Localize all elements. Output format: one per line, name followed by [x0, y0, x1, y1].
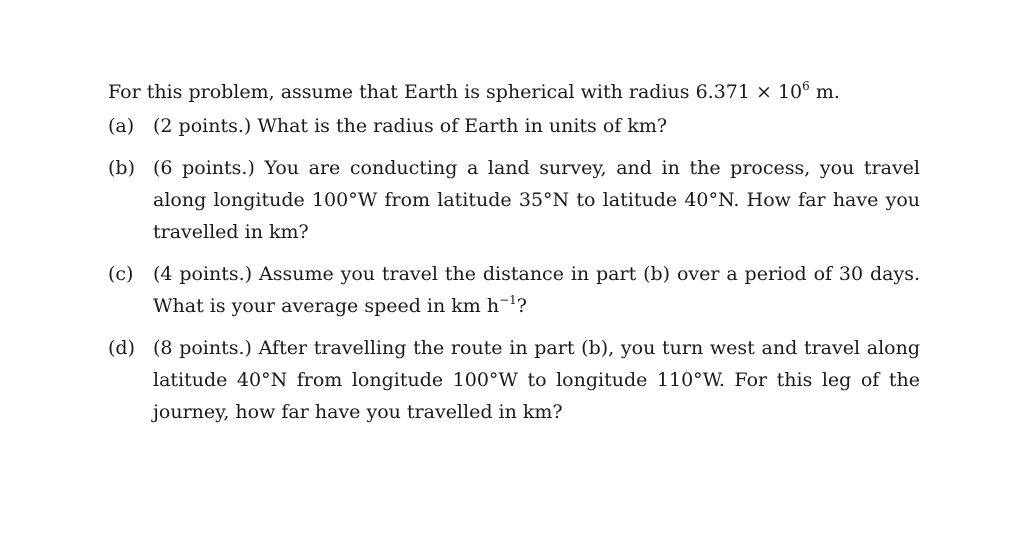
problem-part-a	[108, 110, 920, 142]
problem-parts-list	[108, 110, 920, 428]
part-c-text-before: (4 points.) Assume you travel the distance in part (b) over a period of 30 days. What is your average speed in km h	[153, 263, 920, 317]
problem-intro	[108, 76, 920, 108]
problem-document	[108, 76, 920, 438]
part-c-text-after: ?	[516, 295, 527, 317]
problem-part-d	[108, 332, 920, 428]
part-a-label: (a)	[108, 115, 135, 137]
intro-text: For this problem, assume that Earth is spherical with radius 6.371 × 10	[108, 81, 803, 103]
part-a-text: (2 points.) What is the radius of Earth in units of km?	[153, 115, 668, 137]
intro-suffix: m.	[809, 81, 840, 103]
part-b-label: (b)	[108, 157, 135, 179]
part-c-text	[153, 263, 920, 317]
problem-part-b	[108, 152, 920, 248]
part-d-label: (d)	[108, 337, 135, 359]
part-c-label: (c)	[108, 263, 134, 285]
part-b-text: (6 points.) You are conducting a land survey, and in the process, you travel along longitude 100°W from latitude 35°N to latitude 40°N. How far have you travelled in km?	[153, 157, 920, 243]
problem-part-c	[108, 258, 920, 322]
part-c-exponent: −1	[499, 292, 517, 307]
intro-exponent: 6	[802, 78, 810, 93]
part-d-text: (8 points.) After travelling the route in part (b), you turn west and travel along latitude 40°N from longitude 100°W to longitude 110°W. For this leg of the journey, how far have you travelled in km?	[153, 337, 920, 423]
